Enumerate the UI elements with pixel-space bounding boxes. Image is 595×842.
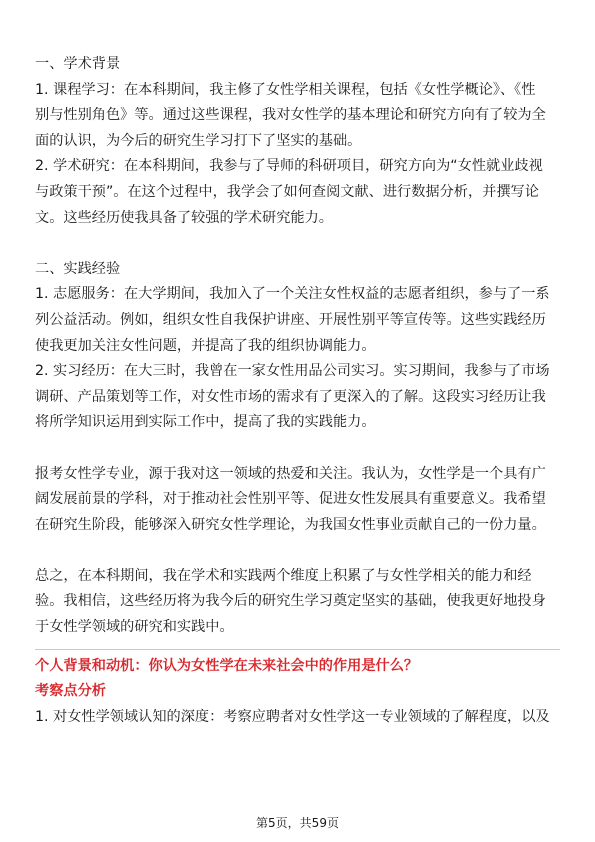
paragraph-line: 调研、产品策划等工作，对女性市场的需求有了更深入的了解。这段实习经历让我: [35, 388, 546, 405]
paragraph-line: 别与性别角色》等。通过这些课程，我对女性学的基本理论和研究方向有了较为全: [35, 107, 546, 124]
question-title: 个人背景和动机：你认为女性学在未来社会中的作用是什么？: [35, 657, 419, 674]
paragraph-line: 1. 志愿服务：在大学期间，我加入了一个关注女性权益的志愿者组织，参与了一系: [35, 286, 550, 303]
analysis-heading: 考察点分析: [35, 683, 106, 700]
document-body: [35, 52, 560, 730]
paragraph-line: 文。这些经历使我具备了较强的学术研究能力。: [35, 209, 333, 226]
paragraph-line: 与政策干预”。在这个过程中，我学会了如何查阅文献、进行数据分析，并撰写论: [35, 183, 539, 200]
paragraph-line: 使我更加关注女性问题，并提高了我的组织协调能力。: [35, 337, 376, 354]
paragraph-line: 阔发展前景的学科，对于推动社会性别平等、促进女性发展具有重要意义。我希望: [35, 491, 546, 508]
section-heading-academic: 一、学术背景: [35, 56, 121, 72]
paragraph-line: 1. 课程学习：在本科期间，我主修了女性学相关课程，包括《女性学概论》、《性: [35, 81, 536, 98]
paragraph-line: 2. 学术研究：在本科期间，我参与了导师的科研项目，研究方向为“女性就业歧视: [35, 158, 543, 175]
blank-line: [35, 436, 560, 462]
paragraph-line: 在研究生阶段，能够深入研究女性学理论，为我国女性事业贡献自己的一份力量。: [35, 516, 546, 533]
paragraph-line: 于女性学领域的研究和实践中。: [35, 619, 234, 636]
paragraph-line: 列公益活动。例如，组织女性自我保护讲座、开展性别平等宣传等。这些实践经历: [35, 311, 546, 328]
paragraph-line: 将所学知识运用到实际工作中，提高了我的实践能力。: [35, 414, 376, 431]
paragraph-line: 2. 实习经历：在大三时，我曾在一家女性用品公司实习。实习期间，我参与了市场: [35, 363, 550, 380]
section-heading-practice: 二、实践经验: [35, 260, 121, 277]
section-divider: [35, 649, 560, 650]
blank-line: [35, 538, 560, 564]
paragraph-line: 总之，在本科期间，我在学术和实践两个维度上积累了与女性学相关的能力和经: [35, 567, 532, 584]
page-number: 第5页，共59页: [256, 816, 339, 830]
blank-line: [35, 231, 560, 257]
paragraph-line: 面的认识，为今后的研究生学习打下了坚实的基础。: [35, 132, 362, 149]
analysis-line: 1. 对女性学领域认知的深度：考察应聘者对女性学这一专业领域的了解程度，以及: [35, 708, 550, 725]
paragraph-line: 验。我相信，这些经历将为我今后的研究生学习奠定坚实的基础，使我更好地投身: [35, 593, 546, 610]
paragraph-line: 报考女性学专业，源于我对这一领域的热爱和关注。我认为，女性学是一个具有广: [35, 465, 546, 482]
